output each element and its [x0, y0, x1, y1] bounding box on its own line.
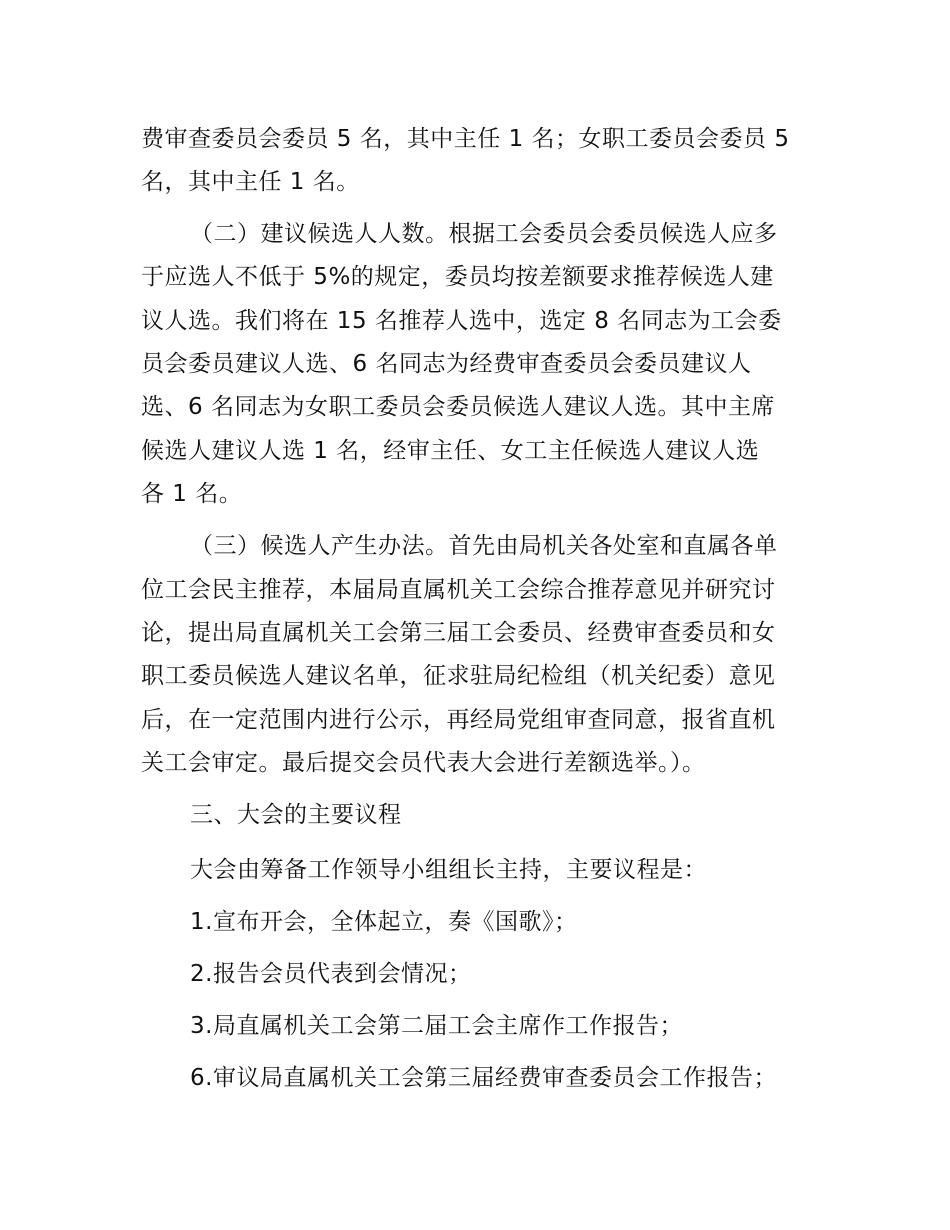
text-line: 名，其中主任 1 名。 [141, 169, 360, 195]
text-line: 论，提出局直属机关工会第三届工会委员、经费审查委员和女 [141, 620, 776, 646]
text-line: 候选人建议人选 1 名，经审主任、女工主任候选人建议人选 [141, 438, 760, 464]
text-line: （二）建议候选人人数。根据工会委员会委员候选人应多 [190, 221, 778, 247]
text-line: 位工会民主推荐，本届局直属机关工会综合推荐意见并研究讨 [141, 577, 776, 603]
text-line: （三）候选人产生办法。首先由局机关各处室和直属各单 [190, 533, 778, 559]
text-line: 费审查委员会委员 5 名，其中主任 1 名；女职工委员会委员 5 [141, 126, 790, 152]
text-line: 各 1 名。 [141, 481, 243, 507]
text-line: 关工会审定。最后提交会员代表大会进行差额选举。）。 [141, 750, 706, 776]
text-line: 后，在一定范围内进行公示，再经局党组审查同意，报省直机 [141, 707, 776, 733]
text-line: 议人选。我们将在 15 名推荐人选中，选定 8 名同志为工会委 [141, 308, 782, 334]
agenda-item: 3.局直属机关工会第二届工会主席作工作报告； [190, 1013, 683, 1039]
text-line: 于应选人不低于 5%的规定，委员均按差额要求推荐候选人建 [141, 264, 774, 290]
section-heading: 三、大会的主要议程 [190, 802, 402, 828]
text-line: 选、6 名同志为女职工委员会委员候选人建议人选。其中主席 [141, 394, 775, 420]
text-line: 大会由筹备工作领导小组组长主持，主要议程是： [190, 857, 707, 883]
agenda-item: 2.报告会员代表到会情况； [190, 961, 472, 987]
agenda-item: 1.宣布开会，全体起立，奏《国歌》； [190, 909, 578, 935]
agenda-item: 6.审议局直属机关工会第三届经费审查委员会工作报告； [190, 1065, 777, 1091]
text-line: 职工委员候选人建议名单，征求驻局纪检组（机关纪委）意见 [141, 663, 776, 689]
text-line: 员会委员建议人选、6 名同志为经费审查委员会委员建议人 [141, 351, 752, 377]
